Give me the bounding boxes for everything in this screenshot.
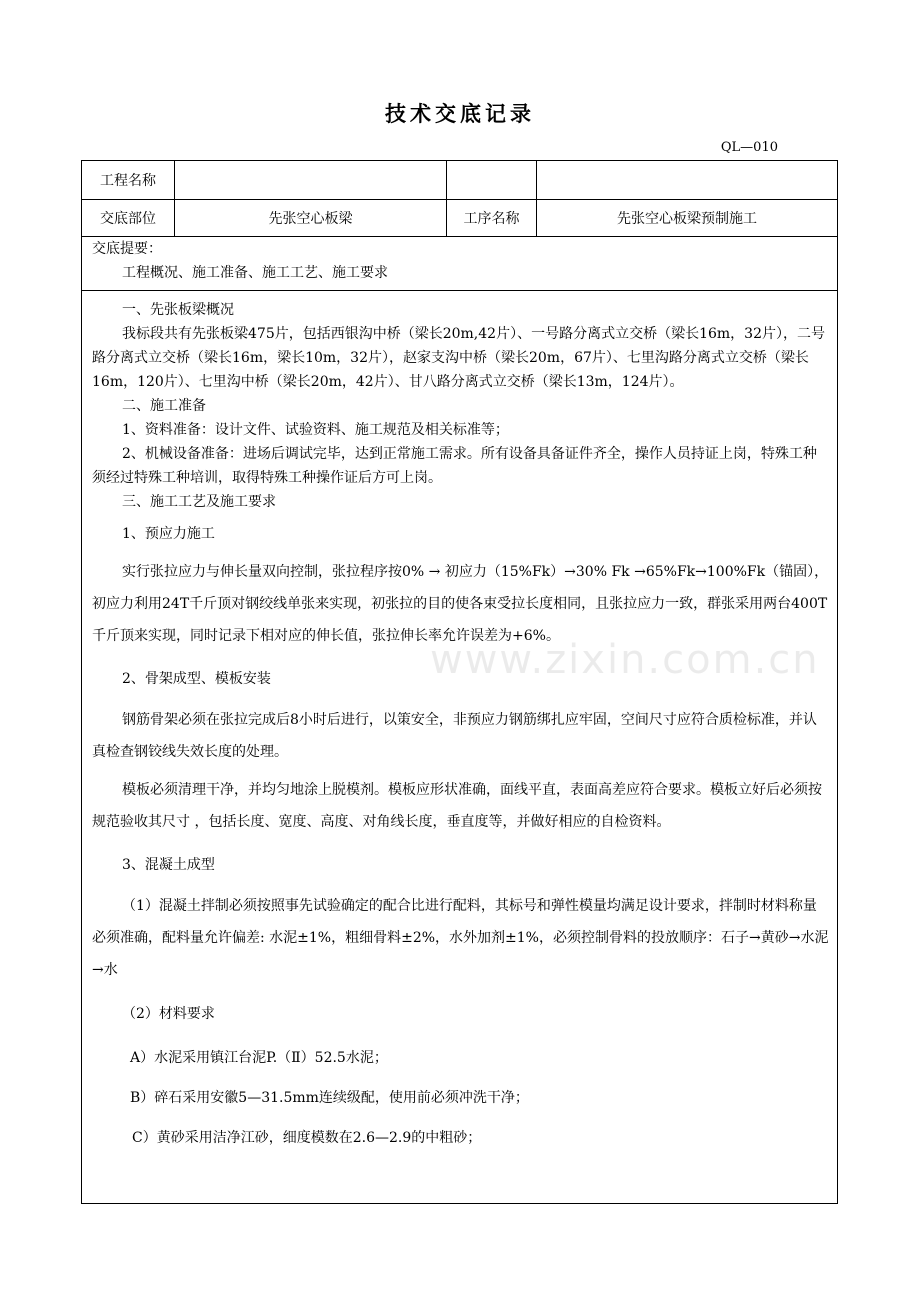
watermark: www.zixin.com.cn — [430, 637, 820, 683]
content-section — [82, 291, 837, 1158]
header-row-2 — [82, 199, 837, 237]
section-3-1-title: 1、预应力施工 — [122, 526, 215, 542]
document-code: QL—010 — [720, 140, 778, 155]
section-3-2-text-1: 钢筋骨架必须在张拉完成后8小时后进行，以策安全，非预应力钢筋绑扎应牢固，空间尺寸应符合质检标准，并认真检查钢铰线失效长度的处理。 — [92, 712, 817, 760]
section-2-item-1: 1、资料准备：设计文件、试验资料、施工规范及相关标准等； — [122, 422, 509, 438]
section-2-title: 二、施工准备 — [122, 398, 206, 414]
document-title: 技术交底记录 — [385, 102, 535, 126]
record-table — [81, 160, 838, 1204]
section-3-3-item-c: C）黄砂采用洁净江砂，细度模数在2.6—2.9的中粗砂； — [132, 1130, 482, 1146]
summary-text: 工程概况、施工准备、施工工艺、施工要求 — [122, 265, 388, 281]
section-3-title: 三、施工工艺及施工要求 — [122, 494, 276, 510]
summary-section — [82, 236, 837, 291]
section-3-3-item-a: A）水泥采用镇江台泥P.（Ⅱ）52.5水泥； — [130, 1050, 388, 1066]
blank-value-cell — [537, 161, 837, 199]
process-label: 工序名称 — [447, 199, 537, 236]
summary-label: 交底提要： — [92, 241, 162, 257]
section-3-3-text-1: （1）混凝土拌制必须按照事先试验确定的配合比进行配料，其标号和弹性模量均满足设计要求，拌制时材料称量必须准确，配料量允许偏差: 水泥±1%，粗细骨料±2%，水外加剂±1%，必须控制骨料的投放顺序：石子→黄砂→水泥→水 — [92, 898, 829, 978]
section-1-title: 一、先张板梁概况 — [122, 302, 234, 318]
section-1-text: 我标段共有先张板梁475片，包括西银沟中桥（梁长20m,42片）、一号路分离式立交桥（梁长16m，32片），二号路分离式立交桥（梁长16m，梁长10m，32片），赵家支沟中桥（梁长20m，67片）、七里沟路分离式立交桥（梁长16m，120片）、七里沟中桥（梁长20m，42片）、甘八路分离式立交桥（梁长13m，124片）。 — [92, 326, 825, 390]
location-value: 先张空心板梁 — [175, 199, 447, 236]
process-value: 先张空心板梁预制施工 — [617, 210, 757, 227]
section-3-2-text-2: 模板必须清理干净，并均匀地涂上脱模剂。模板应形状准确，面线平直，表面高差应符合要求。模板立好后必须按规范验收其尺寸 ，包括长度、宽度、高度、对角线长度，垂直度等，并做好相应的自检资料。 — [92, 782, 822, 830]
section-3-3-item-b: B）碎石采用安徽5—31.5mm连续级配，使用前必须冲洗干净； — [130, 1090, 529, 1106]
section-2-item-2: 2、机械设备准备：进场后调试完毕，达到正常施工需求。所有设备具备证件齐全，操作人员持证上岗，特殊工种须经过特殊工种培训，取得特殊工种操作证后方可上岗。 — [92, 446, 817, 486]
section-3-2-title: 2、骨架成型、模板安装 — [122, 671, 271, 687]
project-name-label: 工程名称 — [82, 161, 175, 199]
location-label: 交底部位 — [82, 199, 175, 236]
project-name-value — [175, 161, 447, 199]
section-3-1-text: 实行张拉应力与伸长量双向控制，张拉程序按0% → 初应力（15%Fk）→30% Fk →65%Fk→100%Fk（锚固），初应力利用24T千斤顶对钢绞线单张来实现，初张拉的目的使各束受拉长度相同，且张拉应力一致，群张采用两台400T千斤顶来实现，同时记录下相对应的伸长值，张拉伸长率允许误差为+6%。 — [92, 564, 829, 644]
section-3-3-title: 3、混凝土成型 — [122, 857, 215, 873]
header-row-1 — [82, 161, 837, 200]
blank-label-cell — [447, 161, 537, 199]
section-3-3-sub-2: （2）材料要求 — [122, 1006, 215, 1022]
